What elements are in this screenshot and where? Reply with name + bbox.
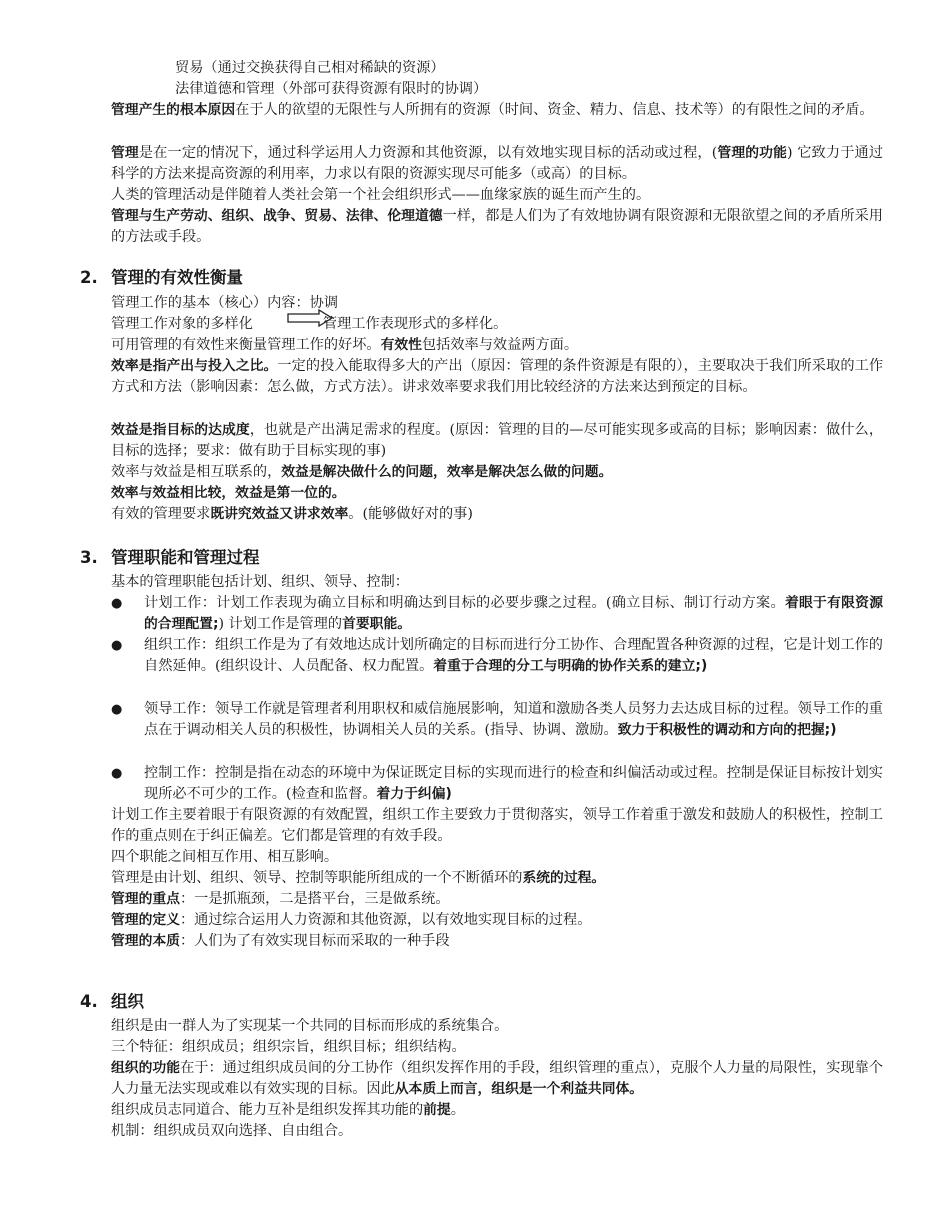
org-function-text: 在于：通过组织成员间的分工协作（组织发挥作用的手段，组织管理的重点），克服个人力量的局限性，实现靠个人力量无法实现或难以有效实现的目标。因此: [111, 1060, 884, 1097]
org-premise-term: 前提: [423, 1102, 451, 1118]
focus-term: 管理的重点: [111, 891, 180, 907]
relation-paragraph: [111, 462, 883, 483]
bullet-organizing: [111, 635, 883, 677]
diversity-right-text: 管理工作表现形式的多样化。: [322, 316, 508, 332]
planning-emphasis: 着眼于有限资源的合理配置;: [144, 595, 884, 632]
controlling-emphasis: 着力于纠偏): [376, 786, 452, 802]
bullet-dot-icon: ●: [111, 596, 123, 611]
org-premise-text: 组织成员志同道合、能力互补是组织发挥其功能的: [111, 1102, 424, 1118]
bullet-dot-icon: ●: [111, 702, 123, 717]
section-2-number: 2.: [80, 268, 98, 287]
effectiveness-tail: 包括效率与效益两方面。: [421, 337, 579, 353]
effectiveness-text: 可用管理的有效性来衡量管理工作的好坏。: [111, 337, 381, 353]
organizing-text: [144, 635, 883, 677]
benefit-paragraph: [111, 420, 883, 462]
org-mechanism-text: 机制：组织成员双向选择、自由组合。: [111, 1123, 353, 1139]
section-3-heading: [80, 547, 260, 569]
org-premise-paragraph: [111, 1100, 883, 1121]
family-origin-text: 人类的管理活动是伴随着人类社会第一个社会组织形式——血缘家族的诞生而产生的。: [111, 187, 651, 203]
section-2-heading: [80, 267, 243, 289]
section-3-title: 管理职能和管理过程: [111, 548, 260, 567]
cycle-paragraph: [111, 868, 883, 889]
focus-paragraph: [111, 889, 883, 910]
focus-text: ：一是抓瓶颈，二是搭平台，三是做系统。: [179, 891, 450, 907]
root-cause-text: 在于人的欲望的无限性与人所拥有的资源（时间、资金、精力、信息、技术等）的有限性之间的矛盾。: [235, 102, 874, 118]
law-line: [175, 79, 947, 100]
leading-desc: 领导工作：领导工作就是管理者利用职权和威信施展影响，知道和激励各类人员努力去达成目标的过程。领导工作的重点在于调动相关人员的积极性，协调相关人员的关系。(指导、协调、激励。: [144, 701, 883, 738]
organizing-desc: 组织工作：组织工作是为了有效地达成计划所确定的目标而进行分工协作、合理配置各种资源的过程，它是计划工作的自然延伸。(组织设计、人员配备、权力配置。: [144, 637, 883, 674]
planning-text: [144, 593, 883, 635]
functions-summary-paragraph: [111, 805, 883, 847]
org-premise-tail: 。: [450, 1102, 465, 1118]
bullet-dot-icon: ●: [111, 638, 123, 653]
methods-text: 一样，都是人们为了有效地协调有限资源和无限欲望之间的矛盾所采用的方法或手段。: [111, 208, 883, 245]
essence-term: 管理的本质: [111, 933, 180, 949]
relation-emphasis: 效益是解决做什么的问题，效率是解决怎么做的问题。: [281, 464, 613, 480]
org-function-emphasis: 从本质上而言，组织是一个利益共同体。: [394, 1081, 644, 1097]
trade-text: 贸易（通过交换获得自己相对稀缺的资源）: [175, 60, 445, 76]
planning-desc: 计划工作：计划工作表现为确立目标和明确达到目标的必要步骤之过程。(确立目标、制订行动方案。: [144, 595, 785, 611]
planning-desc-2: ) 计划工作是管理的: [218, 616, 343, 632]
definition-text: ：通过综合运用人力资源和其他资源，以有效地实现目标的过程。: [179, 912, 592, 928]
effectiveness-line: [111, 335, 883, 356]
section-4-title: 组织: [111, 992, 144, 1011]
cycle-text: 管理是由计划、组织、领导、控制等职能所组成的一个不断循环的: [111, 870, 523, 886]
org-features-paragraph: [111, 1037, 883, 1058]
management-function-text: ) 它致力于通过科学的方法来提高资源的利用率，力求以有限的资源实现尽可能多（或高）的目标。: [111, 145, 884, 182]
bullet-leading: [111, 699, 883, 741]
essence-paragraph: [111, 931, 883, 952]
org-definition-paragraph: [111, 1016, 883, 1037]
effective-management-tail: 。(能够做好对的事): [348, 506, 473, 522]
org-definition-text: 组织是由一群人为了实现某一个共同的目标而形成的系统集合。: [111, 1018, 509, 1034]
definition-paragraph: [111, 910, 883, 931]
management-definition-paragraph: [111, 143, 883, 185]
root-cause-paragraph: [111, 100, 883, 121]
core-content-line: [111, 293, 883, 314]
bullet-dot-icon: ●: [111, 766, 123, 781]
diversity-left-text: 管理工作对象的多样化: [111, 316, 253, 332]
section-2-title: 管理的有效性衡量: [111, 268, 243, 287]
law-text: 法律道德和管理（外部可获得资源有限时的协调）: [175, 81, 488, 97]
right-arrow-icon: [287, 309, 333, 327]
management-term: 管理: [111, 145, 139, 161]
effective-management-emphasis: 既讲究效益又讲求效率: [210, 506, 349, 522]
efficiency-text: 一定的投入能取得多大的产出（原因：管理的条件资源是有限的），主要取决于我们所采取的工作方式和方法（影响因素：怎么做，方式方法）。讲求效率要求我们用比较经济的方法来达到预定的目标。: [111, 358, 884, 395]
cycle-emphasis: 系统的过程。: [522, 870, 606, 886]
org-features-text: 三个特征：组织成员；组织宗旨，组织目标；组织结构。: [111, 1039, 466, 1055]
effective-management-paragraph: [111, 504, 883, 525]
bullet-controlling: [111, 763, 883, 805]
priority-paragraph: [111, 483, 883, 504]
effectiveness-term: 有效性: [380, 337, 422, 353]
family-origin-paragraph: [111, 185, 883, 206]
definition-term: 管理的定义: [111, 912, 180, 928]
org-mechanism-paragraph: [111, 1121, 883, 1142]
methods-paragraph: [111, 206, 883, 248]
benefit-text: ，也就是产出满足需求的程度。(原因：管理的目的—尽可能实现多或高的目标；影响因素：做什么，目标的选择；要求：做有助于目标实现的事): [111, 422, 884, 459]
org-function-term: 组织的功能: [111, 1060, 181, 1076]
management-def-text: 是在一定的情况下，通过科学运用人力资源和其他资源，以有效地实现目标的活动或过程，(: [138, 145, 718, 161]
diversity-line: [111, 314, 883, 335]
benefit-term: 效益是指目标的达成度: [111, 422, 250, 438]
methods-term: 管理与生产劳动、组织、战争、贸易、法律、伦理道德: [111, 208, 443, 224]
effective-management-text: 有效的管理要求: [111, 506, 211, 522]
leading-text: [144, 699, 883, 741]
trade-line: [175, 58, 947, 79]
org-function-paragraph: [111, 1058, 883, 1100]
leading-emphasis: 致力于积极性的调动和方向的把握;): [617, 722, 837, 738]
controlling-desc: 控制工作：控制是指在动态的环境中为保证既定目标的实现而进行的检查和纠偏活动或过程。控制是保证目标按计划实现所必不可少的工作。(检查和监督。: [144, 765, 883, 802]
organizing-emphasis: 着重于合理的分工与明确的协作关系的建立;): [433, 658, 708, 674]
bullet-planning: [111, 593, 883, 635]
core-content-text: 管理工作的基本（核心）内容：协调: [111, 295, 339, 311]
section-4-number: 4.: [80, 992, 98, 1011]
essence-text: ：人们为了有效实现目标而采取的一种手段: [179, 933, 450, 949]
functions-intro-line: [111, 572, 883, 593]
functions-intro-text: 基本的管理职能包括计划、组织、领导、控制：: [111, 574, 409, 590]
section-3-number: 3.: [80, 548, 98, 567]
management-function-term: 管理的功能: [717, 145, 788, 161]
planning-primary: 首要职能。: [342, 616, 412, 632]
section-4-heading: [80, 991, 144, 1013]
interaction-text: 四个职能之间相互作用、相互影响。: [111, 849, 339, 865]
efficiency-paragraph: [111, 356, 883, 398]
relation-text: 效率与效益是相互联系的，: [111, 464, 282, 480]
interaction-paragraph: [111, 847, 883, 868]
root-cause-term: 管理产生的根本原因: [111, 102, 236, 118]
functions-summary-text: 计划工作主要着眼于有限资源的有效配置，组织工作主要致力于贯彻落实，领导工作着重于激发和鼓励人的积极性，控制工作的重点则在于纠正偏差。它们都是管理的有效手段。: [111, 807, 883, 844]
controlling-text: [144, 763, 883, 805]
efficiency-term: 效率是指产出与投入之比。: [111, 358, 278, 374]
priority-emphasis: 效率与效益相比较，效益是第一位的。: [111, 485, 346, 501]
